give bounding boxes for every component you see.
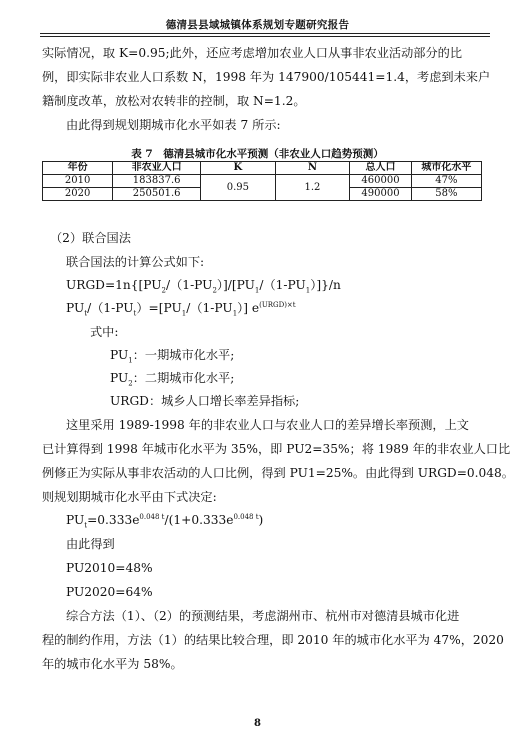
para2-line3: 例修正为实际从事非农活动的人口比例，得到 PU1=25%。由此得到 URGD=0.048。 (42, 466, 514, 480)
header-nonagri: 非农业人口 (113, 162, 201, 175)
result-2020: PU2020=64% (66, 585, 153, 599)
table-row (43, 175, 482, 188)
definition-urgd: URGD：城乡人口增长率差异指标; (110, 394, 300, 408)
para3-line3: 年的城市化水平为 58%。 (42, 657, 183, 671)
cell-rate: 58% (411, 188, 481, 201)
para2-line2: 已计算得到 1998 年城市化水平为 35%，即 PU2=35%；将 1989 年的非农业人口比 (42, 442, 511, 456)
cell-k: 0.95 (201, 175, 276, 201)
cell-total: 460000 (350, 175, 411, 188)
where-label: 式中: (90, 325, 119, 339)
cell-total: 490000 (350, 188, 411, 201)
header-year: 年份 (43, 162, 113, 175)
para1-line1: 实际情况，取 K=0.95;此外，还应考虑增加农业人口从事非农业活动部分的比 (42, 46, 463, 60)
para3-line2: 程的制约作用，方法（1）的结果比较合理，即 2010 年的城市化水平为 47%，2020 (42, 633, 504, 647)
header-rate: 城市化水平 (411, 162, 481, 175)
running-header: 德清县县域城镇体系规划专题研究报告 (165, 19, 350, 31)
formula-put: $PU_t=0.333e^{0.048 t}/(1+0.333e^{0.048 t})$ (66, 512, 264, 530)
section-intro: 联合国法的计算公式如下: (66, 255, 205, 269)
cell-nonagri: 183837.6 (113, 175, 201, 188)
header-total: 总人口 (350, 162, 411, 175)
formula-urgd: $URGD=1n\{[PU_2/(1-PU_2)]/[PU_1/(1-PU_1)]\}/n$ (66, 278, 341, 295)
result-intro: 由此得到 (66, 537, 115, 551)
table-header-row (43, 162, 482, 175)
header-n: N (275, 162, 350, 175)
para1-line4: 由此得到规划期城市化水平如表 7 所示: (66, 118, 281, 132)
cell-year: 2020 (43, 188, 113, 201)
result-2010: PU2010=48% (66, 561, 153, 575)
para1-line3: 籍制度改革，放松对农转非的控制，取 N=1.2。 (42, 94, 306, 108)
header-rule-thick (40, 33, 490, 34)
para2-line4: 则规划期城市化水平由下式决定: (42, 490, 217, 504)
cell-n: 1.2 (275, 175, 350, 201)
definition-pu1: $PU_1$：一期城市化水平; (110, 348, 235, 365)
para3-line1: 综合方法（1）、（2）的预测结果，考虑湖州市、杭州市对德清县城市化进 (66, 609, 460, 623)
table-caption: 表 7 德清县城市化水平预测（非农业人口趋势预测） (131, 148, 384, 160)
cell-nonagri: 250501.6 (113, 188, 201, 201)
definition-pu2: $PU_2$：二期城市化水平; (110, 371, 235, 388)
header-rule-thin (40, 36, 490, 37)
page-number: 8 (254, 718, 261, 729)
cell-rate: 47% (411, 175, 481, 188)
header-k: K (201, 162, 276, 175)
formula-pu: $PU_t/(1-PU_t)=[PU_1/(1-PU_1)]$ $e^{(URGD)\times t}$ (66, 300, 296, 318)
para1-line2: 例，即实际非农业人口系数 N，1998 年为 147900/105441=1.4，考虑到未来户 (42, 70, 491, 84)
section-title: （2）联合国法 (50, 231, 131, 245)
forecast-table (42, 161, 482, 201)
para2-line1: 这里采用 1989-1998 年的非农业人口与农业人口的差异增长率预测，上文 (66, 418, 469, 432)
cell-year: 2010 (43, 175, 113, 188)
